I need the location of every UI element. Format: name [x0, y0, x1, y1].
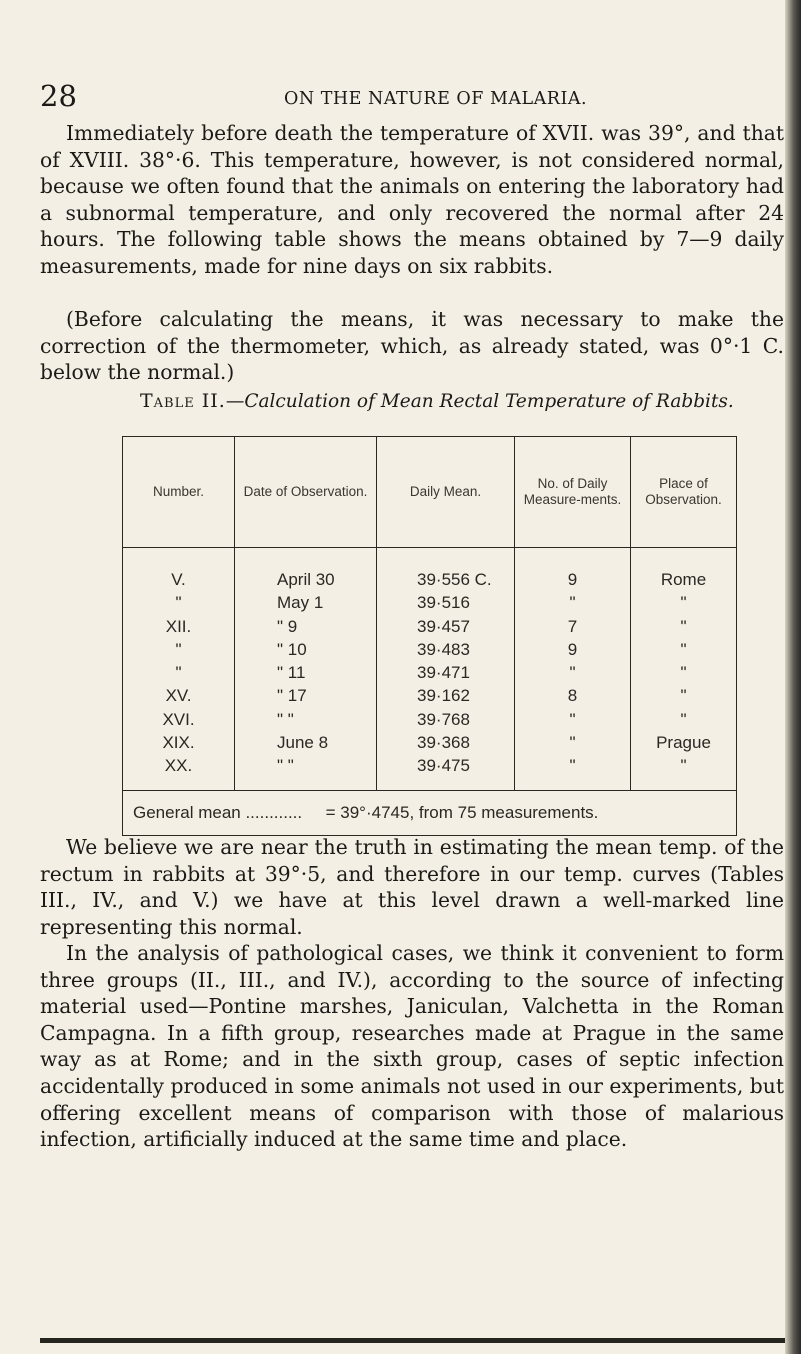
cell-number: " — [175, 639, 182, 659]
paragraph-1: Immediately before death the temperature of XVII. was 39°, and that of XVIII. 38°·6. This temperature, however, is not considered normal, because we often found that the animals on entering the laboratory had a subnormal temperature, and only recovered the normal after 24 hours. The following table shows the means obtained by 7—9 daily measurements, made for nine days on six rabbits. — [40, 121, 784, 278]
cell-date: " 17 — [277, 686, 307, 706]
cell-date: June 8 — [277, 733, 329, 753]
column-place — [631, 548, 737, 791]
cell-mean: 39·457 — [417, 616, 470, 636]
cell-number: XIX. — [162, 733, 195, 753]
general-mean-value: = 39°·4745, from 75 measurements. — [325, 802, 599, 822]
cell-count: 9 — [567, 639, 578, 659]
general-mean-label: General mean ............ — [133, 802, 303, 822]
cell-number: XII. — [165, 616, 192, 636]
cell-date: " 9 — [277, 616, 298, 636]
table-caption — [140, 390, 734, 412]
paragraph-2: (Before calculating the means, it was necessary to make the correction of the thermometer, which, as already stated, was 0°·1 C. below the normal.) — [40, 307, 784, 385]
cell-place: Prague — [656, 733, 711, 753]
cell-mean: 39·516 — [417, 593, 470, 613]
cell-date: " 10 — [277, 639, 307, 659]
cell-date: " " — [277, 709, 294, 729]
cell-number: V. — [171, 570, 186, 589]
header-count: No. of Daily Measure-ments. — [515, 437, 631, 548]
bottom-rule — [40, 1338, 785, 1343]
cell-mean: 39·556 C. — [417, 570, 492, 589]
cell-number: XX. — [164, 756, 193, 776]
paragraph-3: We believe we are near the truth in estimating the mean temp. of the rectum in rabbits at 39°·5, and therefore in our temp. curves (Tables III., IV., and V.) we have at this level drawn a well-marked line representing this normal. — [40, 835, 784, 939]
cell-place: " — [680, 756, 687, 776]
table-label: Table II. — [140, 390, 226, 412]
cell-mean: 39·471 — [417, 663, 470, 683]
table-footer — [123, 790, 737, 835]
cell-count: " — [569, 593, 576, 613]
cell-date: " 11 — [277, 663, 306, 683]
cell-place: " — [680, 616, 687, 636]
cell-number: " — [175, 593, 182, 613]
cell-count: 7 — [567, 616, 578, 636]
cell-place: Rome — [660, 570, 707, 589]
cell-count: 9 — [567, 570, 578, 589]
header-place: Place of Observation. — [631, 437, 737, 548]
cell-place: " — [680, 593, 687, 613]
column-date — [235, 548, 377, 791]
cell-number: XV. — [165, 686, 192, 706]
page-number: 28 — [40, 79, 77, 113]
cell-date: April 30 — [277, 570, 335, 589]
cell-date: " " — [277, 756, 294, 776]
header-date: Date of Observation. — [235, 437, 377, 548]
cell-place: " — [680, 709, 687, 729]
cell-number: " — [175, 663, 182, 683]
cell-place: " — [680, 663, 687, 683]
column-mean — [377, 548, 515, 791]
temperature-table — [122, 436, 737, 836]
column-number — [123, 548, 235, 791]
cell-mean: 39·368 — [417, 733, 470, 753]
cell-mean: 39·475 — [417, 756, 470, 776]
table-title: —Calculation of Mean Rectal Temperature of Rabbits. — [225, 391, 734, 412]
paragraph-4: In the analysis of pathological cases, we think it convenient to form three groups (II., III., and IV.), according to the source of infecting material used—Pontine marshes, Janiculan, Valchetta in the Roman Campagna. In a fifth group, researches made at Prague in the same way as at Rome; and in the sixth group, cases of septic infection accidentally produced in some animals not used in our experiments, but offering excellent means of comparison with those of malarious infection, artificially induced at the same time and place. — [40, 941, 784, 1152]
header-mean: Daily Mean. — [377, 437, 515, 548]
header-number: Number. — [123, 437, 235, 548]
cell-mean: 39·162 — [417, 686, 470, 706]
cell-number: XVI. — [162, 709, 195, 729]
running-title: ON THE NATURE OF MALARIA. — [284, 89, 588, 109]
cell-mean: 39·483 — [417, 639, 470, 659]
cell-place: " — [680, 686, 687, 706]
cell-count: 8 — [567, 686, 578, 706]
cell-count: " — [569, 663, 576, 683]
cell-place: " — [680, 639, 687, 659]
cell-mean: 39·768 — [417, 709, 470, 729]
page-edge-shadow — [785, 0, 801, 1354]
cell-count: " — [569, 733, 576, 753]
cell-count: " — [569, 709, 576, 729]
cell-date: May 1 — [277, 593, 324, 613]
column-count — [515, 548, 631, 791]
cell-count: " — [569, 756, 576, 776]
